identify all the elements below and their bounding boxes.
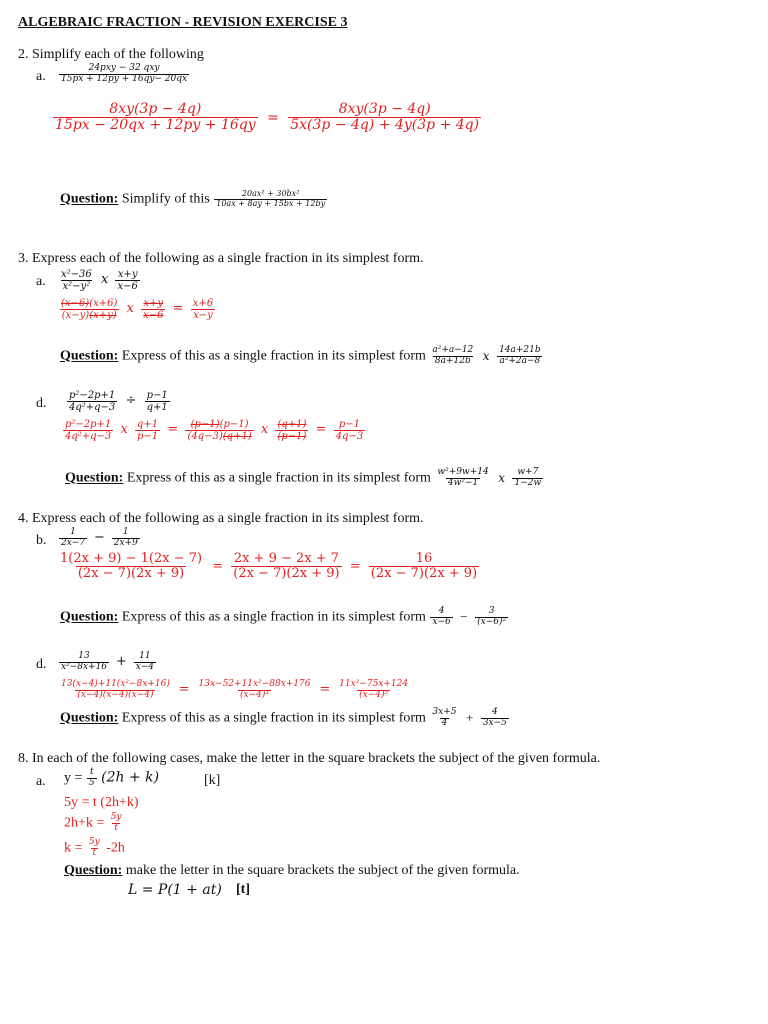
q4d-practice-question xyxy=(60,708,510,729)
q3d-w2-num: q+1 xyxy=(137,419,159,430)
q2-practice-question xyxy=(60,190,328,209)
q4b-q-f2-num: 3 xyxy=(488,606,495,616)
q4d-w1-num: 13(x−4)+11(x²−8x+16) xyxy=(61,679,170,689)
q8a-label: a. xyxy=(36,774,46,789)
q3a-q-f1-den: 8a+12b xyxy=(434,355,471,366)
q4b-w1-den: (2x − 7)(2x + 9) xyxy=(77,566,185,582)
q3d-q-f1-num: w²+9w+14 xyxy=(437,467,489,477)
question-text: Express of this as a single fraction in its simplest form xyxy=(121,609,426,625)
question-label: Question: xyxy=(64,863,123,878)
q4b-q-f1-den: x−6 xyxy=(432,616,451,627)
q4d-plus: + xyxy=(115,653,127,669)
q8a-step2-lhs: 2h+k = xyxy=(64,815,105,831)
question-label: Question: xyxy=(60,191,119,207)
question-text: Express of this as a single fraction in its simplest form xyxy=(121,348,426,364)
q3d-divide: ÷ xyxy=(125,393,137,408)
question-4-heading: 4. Express each of the following as a single fraction in its simplest form. xyxy=(18,511,424,526)
q3d-q-f2-num: w+7 xyxy=(517,467,539,477)
q2a-step2-numerator: 8xy(3p − 4q) xyxy=(338,101,431,117)
q4d-f1-num: 13 xyxy=(78,651,90,661)
q4d-w1-den: (x−4)(x−4)(x−4) xyxy=(77,689,154,700)
q3d-w3-num-a: (p−1) xyxy=(190,419,220,430)
q4d-f2-den: x−4 xyxy=(135,661,155,672)
question-2-heading: 2. Simplify each of the following xyxy=(18,47,204,62)
q3d-f1-den: 4q²+q−3 xyxy=(69,402,116,413)
q3d-f2-den: q+1 xyxy=(146,402,168,413)
q4d-q-f1-num: 3x+5 xyxy=(432,707,457,717)
q8-practice-question xyxy=(64,863,520,879)
q4b-w3-num: 16 xyxy=(415,551,433,566)
q8-question-formula: L = P(1 + at) xyxy=(128,882,222,898)
q3d-work-times: x xyxy=(120,422,128,437)
q3a-work-equals: = xyxy=(172,301,184,316)
q3a-work-d1b: (x+y) xyxy=(89,310,117,321)
q4b-q-minus: − xyxy=(460,608,468,624)
q2a-label: a. xyxy=(36,69,46,84)
q4d-q-f2-num: 4 xyxy=(492,707,498,717)
q3d-q-f1-den: 4w²−1 xyxy=(447,477,479,488)
q3a-f1-num: x²−36 xyxy=(61,269,92,280)
q3a-work-times: x xyxy=(126,301,134,316)
question-8-heading: 8. In each of the following cases, make the letter in the square brackets the subject of the given formula. xyxy=(18,751,601,766)
q8a-step2 xyxy=(64,813,125,834)
q2a-expression xyxy=(58,64,190,85)
q4b-eq1: = xyxy=(212,559,224,575)
q4d-w3-num: 11x²−75x+124 xyxy=(339,679,409,689)
q4d-eq1: = xyxy=(178,681,190,697)
q4b-label: b. xyxy=(36,533,47,548)
q3d-w4-num: (q+1) xyxy=(277,419,307,430)
q8a-lhs: y = xyxy=(64,770,83,786)
q3d-q-f2-den: 1−2w xyxy=(514,477,542,488)
q3d-result-num: p−1 xyxy=(338,419,360,430)
q4d-q-f1-den: 4 xyxy=(441,717,448,728)
q4b-q-f1-num: 4 xyxy=(438,606,445,616)
q3d-q-times: x xyxy=(498,470,505,485)
q3a-label: a. xyxy=(36,274,46,289)
q3a-work-n1a: (x−6) xyxy=(61,298,90,309)
q8a-step1: 5y = t (2h+k) xyxy=(64,795,139,810)
q4d-q-plus: + xyxy=(465,709,474,725)
q8-question-bracket: [t] xyxy=(236,882,250,897)
question-label: Question: xyxy=(60,609,119,625)
q8a-bracket: [k] xyxy=(204,773,221,788)
q3a-result-den: x−y xyxy=(193,310,213,321)
q3d-work-eq1: = xyxy=(167,422,179,437)
q4d-working xyxy=(58,680,411,701)
q3a-times: x xyxy=(100,272,109,287)
q3d-work-times2: x xyxy=(260,422,269,437)
q3d-label: d. xyxy=(36,396,47,411)
q8a-step2-den: t xyxy=(114,822,119,833)
q3d-f2-num: p−1 xyxy=(146,390,168,401)
q3d-w2-den: p−1 xyxy=(137,431,159,442)
q3a-working xyxy=(58,298,216,321)
q3a-q-f2-den: a²+2a−8 xyxy=(499,355,541,366)
q3a-q-times: x xyxy=(482,348,490,363)
q4d-q-f2-den: 3x−5 xyxy=(482,717,507,728)
q4d-w2-den: (x−4)³ xyxy=(240,689,269,700)
q3d-practice-question xyxy=(65,468,544,489)
q8a-formula xyxy=(64,768,159,789)
q2a-denominator: 15px + 12py + 16qy− 20qx xyxy=(61,73,188,84)
question-label: Question: xyxy=(65,470,124,486)
q3d-result-den: 4q−3 xyxy=(335,431,364,442)
q2a-step1-numerator: 8xy(3p − 4q) xyxy=(109,101,202,117)
q3a-f2-num: x+y xyxy=(117,269,138,280)
q4d-expression xyxy=(58,652,157,673)
q8a-frac-den: 5 xyxy=(88,777,95,788)
q2-question-numerator: 20ax² + 30bx² xyxy=(241,189,300,198)
q4b-q-f2-den: (x−6)² xyxy=(477,616,507,627)
page-title: ALGEBRAIC FRACTION - REVISION EXERCISE 3 xyxy=(18,15,348,30)
q4b-w1-num: 1(2x + 9) − 1(2x − 7) xyxy=(60,551,203,566)
question-text: Express of this as a single fraction in its simplest form xyxy=(121,710,426,726)
q2a-equals: = xyxy=(267,109,279,126)
q3d-w1-num: p²−2p+1 xyxy=(65,419,112,430)
q3d-expression xyxy=(66,390,171,413)
q3a-work-n2: x+y xyxy=(143,298,164,309)
question-3-heading: 3. Express each of the following as a single fraction in its simplest form. xyxy=(18,251,424,266)
q4b-w3-den: (2x − 7)(2x + 9) xyxy=(370,566,478,582)
q4b-f1-num: 1 xyxy=(70,527,76,537)
q4b-f2-num: 1 xyxy=(122,527,129,537)
q3a-expression xyxy=(58,269,141,292)
q8a-rest: (2h + k) xyxy=(101,769,160,786)
q3a-work-n1b: (x+6) xyxy=(89,298,118,309)
q3d-w3-den-b: (q+1) xyxy=(222,431,252,442)
q3a-f1-den: x²−y² xyxy=(62,281,91,292)
q8a-step3-rest: -2h xyxy=(106,840,125,856)
question-label: Question: xyxy=(60,710,119,726)
question-label: Question: xyxy=(60,348,119,364)
q3d-w4-den: (p−1) xyxy=(277,431,307,442)
q4b-minus: − xyxy=(93,529,105,545)
q3a-practice-question xyxy=(60,346,544,367)
q3d-w3-num-b: (p−1) xyxy=(219,419,249,430)
q4b-eq2: = xyxy=(349,559,361,575)
q2a-numerator: 24pxy − 32 qxy xyxy=(88,63,160,73)
question-text: Express of this as a single fraction in its simplest form xyxy=(126,470,431,486)
q4b-f2-den: 2x+9 xyxy=(113,537,138,548)
q8a-step3-den: t xyxy=(92,847,97,858)
q3a-q-f1-num: a²+a−12 xyxy=(432,345,474,355)
q8a-step3-lhs: k = xyxy=(64,840,83,856)
question-text: Simplify of this xyxy=(121,191,210,207)
q2a-working xyxy=(52,102,482,134)
q3d-w1-den: 4q²+q−3 xyxy=(65,431,112,442)
q8a-frac-num: t xyxy=(89,767,94,777)
q4b-w2-num: 2x + 9 − 2x + 7 xyxy=(233,551,340,566)
q3d-work-eq2: = xyxy=(315,422,327,437)
q4d-eq2: = xyxy=(319,681,331,697)
q3a-q-f2-num: 14a+21b xyxy=(499,345,541,355)
q3a-result-num: x+6 xyxy=(192,298,214,309)
q4b-working xyxy=(57,552,480,582)
q4d-f2-num: 11 xyxy=(139,651,151,661)
q4b-practice-question xyxy=(60,607,509,628)
q4d-w3-den: (x−4)³ xyxy=(359,689,389,700)
q3a-f2-den: x−6 xyxy=(117,281,138,292)
q3d-f1-num: p²−2p+1 xyxy=(69,390,116,401)
q4b-expression xyxy=(58,528,141,549)
q8a-step3-num: 5y xyxy=(88,837,100,847)
q2a-step1-denominator: 15px − 20qx + 12py + 16qy xyxy=(55,117,256,134)
q4d-f1-den: x²−8x+16 xyxy=(61,661,108,672)
q3a-work-d1a: (x−y) xyxy=(61,310,90,321)
q8a-step3 xyxy=(64,838,125,859)
q4b-f1-den: 2x−7 xyxy=(61,537,86,548)
q3a-work-d2: x−6 xyxy=(143,310,164,321)
q4b-w2-den: (2x − 7)(2x + 9) xyxy=(233,566,340,582)
question-text: make the letter in the square brackets the subject of the given formula. xyxy=(125,863,520,878)
q2-question-denominator: 10ax + 8ay + 15bx + 12by xyxy=(216,198,326,208)
q4d-label: d. xyxy=(36,657,47,672)
q4d-w2-num: 13x−52+11x²−88x+176 xyxy=(198,679,311,689)
q8a-step2-num: 5y xyxy=(110,812,122,822)
q3d-w3-den-a: (4q−3) xyxy=(187,431,223,442)
q2a-step2-denominator: 5x(3p − 4q) + 4y(3p + 4q) xyxy=(290,117,480,134)
q3d-working xyxy=(62,419,366,442)
